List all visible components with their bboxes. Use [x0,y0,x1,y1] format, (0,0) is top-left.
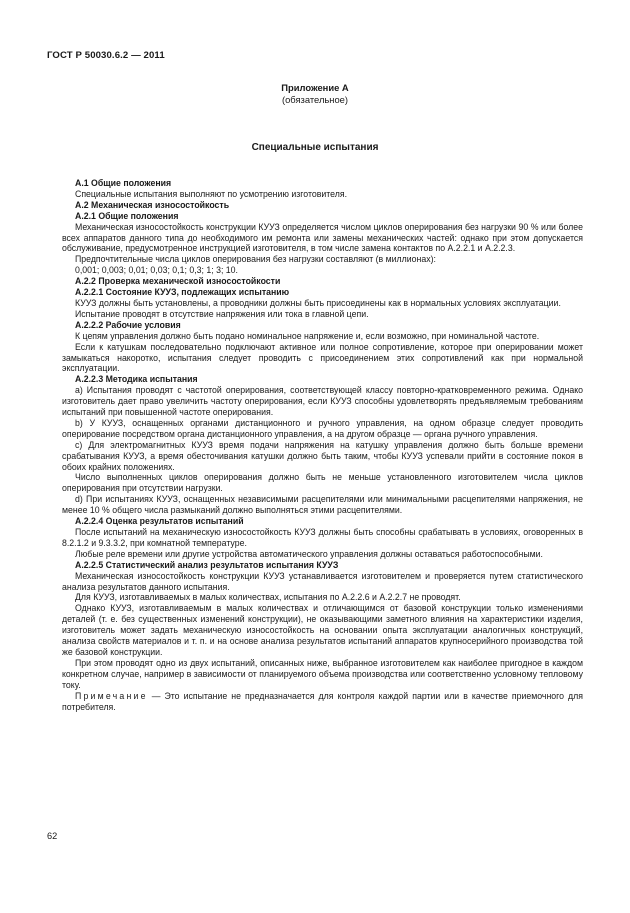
paragraph: Число выполненных циклов оперирования должно быть не меньше установленного изготовителем числа циклов оперирования при отсутствии нагрузки. [62,472,583,494]
section-heading: А.2.2.4 Оценка результатов испытаний [75,516,244,527]
paragraph: d) При испытаниях КУУЗ, оснащенных независимыми расцепителями или минимальными расцепителями напряжения, не менее 10 % общего числа размыканий должно выполняться этими расцепителями. [62,494,583,516]
note-label: Примечание [75,690,148,701]
paragraph: Если к катушкам последовательно подключают активное или полное сопротивление, которое при оперировании может замыкаться накоротко, испытания следует проводить с присоединением этих сопротивлений как при нормальной эксплуатации. [62,341,583,374]
paragraph: Специальные испытания выполняют по усмотрению изготовителя. [75,188,348,199]
paragraph: b) У КУУЗ, оснащенных органами дистанционного и ручного управления, на одном образце следует проводить оперирование посредством органа дистанционного управления, а на другом образце — органа ручного управления. [62,417,583,439]
paragraph: При этом проводят одно из двух испытаний, описанных ниже, выбранное изготовителем как наиболее пригодное в каждом конкретном случае, например в зависимости от планируемого объема производства или соответственно условному тепловому току. [62,657,583,690]
paragraph: Для КУУЗ, изготавливаемых в малых количествах, испытания по А.2.2.6 и А.2.2.7 не проводят. [75,592,461,603]
annex-title: Приложение А [281,82,349,93]
section-heading: А.2.2 Проверка механической износостойкости [75,276,281,287]
paragraph: Однако КУУЗ, изготавливаемым в малых количествах и отличающимся от базовой конструкции только изменениями деталей (т. е. без существенных изменений конструкции), не оказывающими заметного влияния на характеристики изделия, изготовитель может задать механическую износостойкость на основании опыта эксплуатации аналогичных конструкций, анализа свойств материалов и т. п. и на основе анализа результатов испытаний аппаратов крупносерийного производства той же базовой конструкции. [62,603,583,657]
section-heading: А.2.2.2 Рабочие условия [75,319,181,330]
annex-status: (обязательное) [281,93,349,105]
paragraph: Любые реле времени или другие устройства автоматического управления должны оставаться работоспособными. [75,548,543,559]
section-heading: А.2.2.1 Состояние КУУЗ, подлежащих испытанию [75,287,290,298]
paragraph: КУУЗ должны быть установлены, а проводники должны быть присоединены как в нормальных условиях эксплуатации. [75,297,561,308]
section-heading: А.2 Механическая износостойкость [75,199,230,210]
document-body [62,178,583,712]
section-heading: А.2.1 Общие положения [75,210,179,221]
paragraph: После испытаний на механическую износостойкость КУУЗ должны быть способны срабатывать в условиях, оговоренных в 8.2.1.2 и 9.3.3.2, при комнатной температуре. [62,527,583,548]
paragraph: К цепям управления должно быть подано номинальное напряжение и, если возможно, при номинальной частоте. [75,330,540,341]
section-heading: А.1 Общие положения [75,178,172,188]
paragraph: Испытание проводят в отсутствие напряжения или тока в главной цепи. [75,308,369,319]
paragraph: с) Для электромагнитных КУУЗ время подачи напряжения на катушку управления должно быть больше времени срабатывания КУУЗ, а время обесточивания катушки должно быть таким, чтобы КУУЗ успевали прийти в состояние покоя в обоих крайних положениях. [62,439,583,472]
paragraph: а) Испытания проводят с частотой оперирования, соответствующей классу повторно-кратковременного режима. Однако изготовитель дает право увеличить частоту оперирования, если КУУЗ способны удовлетворять предъявляемым требованиям испытаний при повышенной частоте оперирования. [62,385,583,418]
paragraph: Предпочтительные числа циклов оперирования без нагрузки составляют (в миллионах): [75,254,436,265]
paragraph: 0,001; 0,003; 0,01; 0,03; 0,1; 0,3; 1; 3; 10. [75,265,238,276]
document-title: Специальные испытания [251,142,379,153]
standard-header: ГОСТ Р 50030.6.2 — 2011 [47,50,165,61]
note-text: — Это испытание не предназначается для контроля каждой партии или в качестве приемочного для потребителя. [62,690,583,712]
page-number: 62 [47,831,58,841]
paragraph: Механическая износостойкость конструкции КУУЗ определяется числом циклов оперирования без нагрузки 90 % или более всех аппаратов данного типа до необходимого им ремонта или замены механических частей: однако при этом допускается обслуживание, предусмотренное инструкцией изготовителя, в том числе замена контактов по А.2.2.1 и А.2.2.3. [62,221,583,254]
section-heading: А.2.2.3 Методика испытания [75,374,198,385]
paragraph: Механическая износостойкость конструкции КУУЗ устанавливается изготовителем и проверяется путем статистического анализа результатов данного испытания. [62,570,583,592]
paragraph [62,691,583,713]
section-heading: А.2.2.5 Статистический анализ результатов испытания КУУЗ [75,559,339,570]
annex-heading [0,82,630,105]
